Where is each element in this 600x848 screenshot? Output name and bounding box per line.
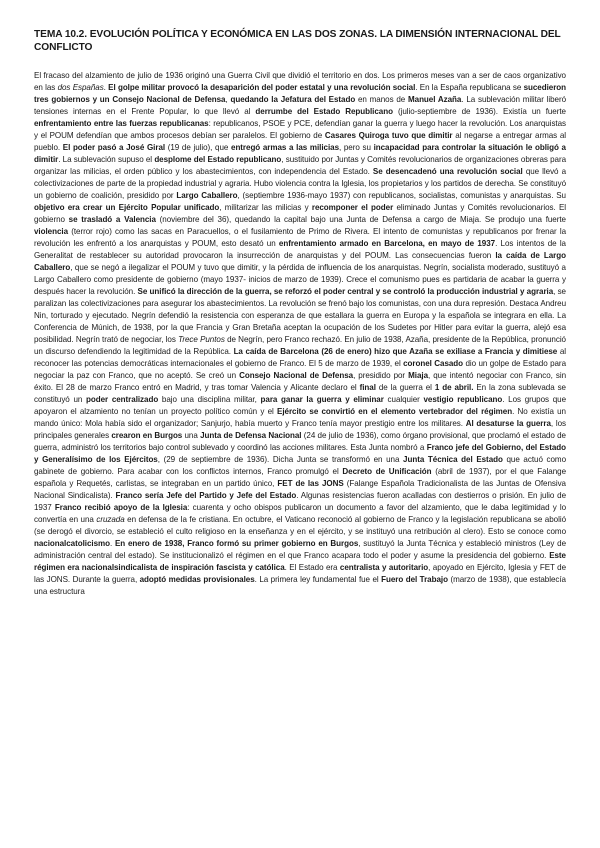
bold-text: para ganar la guerra y eliminar bbox=[260, 395, 384, 404]
bold-text: Casares Quiroga tuvo que dimitir bbox=[324, 131, 453, 140]
bold-text: desplome del Estado republicano bbox=[154, 155, 282, 164]
body-paragraph bbox=[34, 70, 566, 598]
body-text: , los principales generales bbox=[34, 419, 566, 440]
body-text: , pero su bbox=[339, 143, 374, 152]
body-text: . Algunas resistencias fueron acalladas con destierros o prisión. En julio de 1937 bbox=[34, 491, 566, 512]
body-text: : republicanos, PSOE y PCE, defendían ganar la guerra y luego hacer la revolución. Los anarquistas y el POUM defendían que ambos procesos debían ser paralelos. El gobierno de bbox=[34, 119, 566, 140]
body-text: . La sublevación militar liberó tensiones internas en el Frente Popular, lo que llevó al bbox=[34, 95, 566, 116]
bold-text: recomponer el poder bbox=[311, 203, 394, 212]
bold-text: coronel Casado bbox=[403, 359, 464, 368]
body-text: . En la España republicana se bbox=[415, 83, 524, 92]
bold-text: centralista y autoritario bbox=[339, 563, 429, 572]
body-text: (terror rojo) como las sacas en Paracuellos, o el fusilamiento de Primo de Rivera. El intento de comunistas y republicanos por frenar la revolución les enfrentó a los anarquistas y POUM, esto desató un bbox=[34, 227, 566, 248]
bold-text: enfrentamiento entre las fuerzas republicanas bbox=[34, 119, 209, 128]
body-text: de la guerra el bbox=[375, 383, 435, 392]
bold-text: la caída de Largo Caballero bbox=[34, 251, 566, 272]
italic-text: dos Españas bbox=[57, 83, 104, 92]
bold-text: entregó armas a las milicias bbox=[231, 143, 339, 152]
body-text: . El Estado era bbox=[284, 563, 340, 572]
bold-text: derrumbe del Estado Republicano bbox=[255, 107, 393, 116]
bold-text: poder centralizado bbox=[86, 395, 159, 404]
body-text: cualquier bbox=[383, 395, 424, 404]
bold-text: Largo Caballero bbox=[176, 191, 238, 200]
body-text: , (septiembre 1936-mayo 1937) con republicanos, socialistas, comunistas y anarquistas. Su bbox=[237, 191, 566, 200]
bold-text: crearon en Burgos bbox=[111, 431, 183, 440]
bold-text: sucedieron tres gobiernos y un Consejo Nacional de Defensa bbox=[34, 83, 567, 104]
body-text: una bbox=[182, 431, 201, 440]
bold-text: nacionalcatolicismo bbox=[34, 539, 110, 548]
body-text: en manos de bbox=[355, 95, 408, 104]
bold-text: El golpe militar provocó la desaparición del poder estatal y una revolución social bbox=[108, 83, 416, 92]
body-text: , sustituyó la Junta Técnica y estableció ministros (Ley de administración central del estado). Se institucionalizó el régimen en el que Franco acapara todo el poder y asume la presidencia del gobierno. bbox=[34, 539, 567, 560]
italic-text: cruzada bbox=[96, 515, 125, 524]
body-text: eliminado Juntas y Comités revolucionarios. El gobierno bbox=[34, 203, 567, 224]
body-text: El fracaso del alzamiento de julio de 1936 originó una Guerra Civil que dividió el territorio en dos. Los primeros meses van a ser de caos organizativo en las bbox=[34, 71, 566, 92]
bold-text: se trasladó a Valencia bbox=[68, 215, 156, 224]
body-text: , bbox=[225, 95, 231, 104]
bold-text: Decreto de Unificación bbox=[342, 467, 432, 476]
bold-text: 1 de abril. bbox=[434, 383, 474, 392]
body-text: (24 de julio de 1936), como órgano provisional, que proclamó el estado de guerra, administró los territorios bajo control sublevado y coordinó las acciones militares. Esta Junta nombró a bbox=[34, 431, 566, 452]
bold-text: enfrentamiento armado en Barcelona, en mayo de 1937 bbox=[278, 239, 496, 248]
body-text: En la zona sublevada se constituyó un bbox=[34, 383, 566, 404]
body-text: . La sublevación supuso el bbox=[58, 155, 155, 164]
body-text: , que intentó negociar con Franco, sin éxito. El 28 de marzo Franco entró en Madrid, y tras tomar Valencia y Alicante declaro el bbox=[34, 371, 567, 392]
body-text: , apoyado en Ejército, Iglesia y FET de las JONS. Durante la guerra, bbox=[34, 563, 567, 584]
body-text: , sustituido por Juntas y Comités revolucionarios de organizaciones obreras para organizar las milicias, el orden público y los abastecimientos, con independencia del Estado. bbox=[34, 155, 566, 176]
body-text: (julio-septiembre de 1936). Existía un fuerte bbox=[392, 107, 566, 116]
bold-text: adoptó medidas provisionales bbox=[139, 575, 255, 584]
body-text: . bbox=[103, 83, 109, 92]
bold-text: Este régimen era nacionalsindicalista de inspiración fascista y católica bbox=[34, 551, 566, 572]
bold-text: Se unificó la dirección de la guerra, se reforzó el poder central y se controló la producción industrial y agraria bbox=[137, 287, 554, 296]
bold-text: Manuel Azaña bbox=[407, 95, 462, 104]
body-text: que llevó a colectivizaciones de parte de la propiedad industrial y agraria. Hubo violencia contra la Iglesia, los propietarios y los partidos de derecha. Se constituyó un gobierno de coalición, presidido por bbox=[34, 167, 566, 200]
bold-text: El poder pasó a José Giral bbox=[62, 143, 166, 152]
bold-text: Se desencadenó una revolución social bbox=[372, 167, 523, 176]
bold-text: FET de las JONS bbox=[277, 479, 344, 488]
bold-text: Fuero del Trabajo bbox=[381, 575, 448, 584]
body-text: , presidido por bbox=[353, 371, 409, 380]
body-text: bajo una disciplina militar, bbox=[158, 395, 261, 404]
bold-text: incapacidad para controlar la situación le obligó a dimitir bbox=[34, 143, 566, 164]
bold-text: Franco recibió apoyo de la Iglesia bbox=[54, 503, 188, 512]
body-text: (Falange Española Tradicionalista de las Juntas de Ofensiva Nacional Sindicalista). bbox=[34, 479, 566, 500]
bold-text: Miaja bbox=[408, 371, 429, 380]
body-text: de Negrín, pero Franco rechazó. En julio de 1938, Azaña, presidente de la República, pronunció un discurso defendiendo la legitimidad de la República. bbox=[34, 335, 566, 356]
body-text: (19 de julio), que bbox=[165, 143, 232, 152]
bold-text: vestigio republicano bbox=[423, 395, 503, 404]
bold-text: objetivo era crear un Ejército Popular unificado bbox=[34, 203, 220, 212]
bold-text: Franco jefe del Gobierno, del Estado y Generalísimo de los Ejércitos bbox=[34, 443, 566, 464]
body-text: . Los intentos de la Generalitat de restablecer su autoridad provocaron la insurrección de anarquistas y del POUM. Las consecuencias fueron bbox=[34, 239, 566, 260]
body-text: . Los grupos que apoyaron el alzamiento no tenían un proyecto político común y el bbox=[34, 395, 566, 416]
body-text: , (29 de septiembre de 1936). Dicha Junta se transformó en una bbox=[157, 455, 404, 464]
bold-text: violencia bbox=[34, 227, 68, 236]
body-text: dio un golpe de Estado para negociar la paz con Franco, que no aceptó. Se creó un bbox=[34, 359, 566, 380]
bold-text: final bbox=[359, 383, 376, 392]
bold-text: quedando la Jefatura del Estado bbox=[230, 95, 356, 104]
body-text: , que se negó a ilegalizar el POUM y tuvo que dimitir, y la pérdida de influencia de los anarquistas. Negrín, socialista moderado, sustituyó a Largo Caballero como presidente de gobierno (mayo 1937- inicios de marzo de 1939). Crece el comunismo pues es partidaria de acabar la guerra y después hacer la revolución. bbox=[34, 263, 566, 296]
body-text: al reconocer las potencias democráticas internacionales el gobierno de Franco. El 5 de marzo de 1939, el bbox=[34, 347, 566, 368]
body-text: (noviembre del 36), quedando la capital bajo una Junta de Defensa a cargo de Miaja. Se produjo una fuerte bbox=[155, 215, 566, 224]
body-text: . bbox=[109, 539, 115, 548]
bold-text: Ejército se convirtió en el elemento vertebrador del régimen bbox=[277, 407, 513, 416]
bold-text: Junta Técnica del Estado bbox=[403, 455, 503, 464]
body-text: , se paralizan las colectivizaciones para asegurar los abastecimientos. La revolución se frenó bajo los comunistas, con una dura represión. Destaca Andreu Nin, torturado y ejecutado. Negrín defendió la resistencia con esperanza de que estallara la guerra en Europa y la española se integrara en ella. La Conferencia de Múnich, de 1938, por la que Francia y Gran Bretaña aceptan la ocupación de los Sudetes por Hitler para evitar la guerra, alejó esa posibilidad. Negrín trató de negociar, los bbox=[34, 287, 566, 344]
bold-text: La caída de Barcelona (26 de enero) hizo que Azaña se exiliase a Francia y dimitiese bbox=[233, 347, 558, 356]
body-text: (abril de 1937), por el que Falange española y Requetés, carlistas, se integraban en un partido único, bbox=[34, 467, 567, 488]
body-text: al negarse a entregar armas al pueblo. bbox=[34, 131, 567, 152]
body-text: . La primera ley fundamental fue el bbox=[254, 575, 382, 584]
document-title: TEMA 10.2. EVOLUCIÓN POLÍTICA Y ECONÓMICA EN LAS DOS ZONAS. LA DIMENSIÓN INTERNACIONAL DEL CONFLICTO bbox=[34, 29, 561, 53]
bold-text: Junta de Defensa Nacional bbox=[200, 431, 302, 440]
bold-text: Consejo Nacional de Defensa bbox=[239, 371, 354, 380]
body-text: , militarizar las milicias y bbox=[219, 203, 312, 212]
italic-text: Trece Puntos bbox=[178, 335, 225, 344]
body-text: que actuó como gabinete de gobierno. Para acabar con los conflictos internos, Franco promulgó el bbox=[34, 455, 566, 476]
body-text: . No existía un mando único: Mola había sido el organizador; Sanjurjo, había muerto y Franco tenía mayor prestigio entre los militares. bbox=[34, 407, 566, 428]
body-text: en defensa de la fe cristiana. En octubre, el Vaticano reconoció al gobierno de Franco y la legislación republicana se abolió (se derogó el divorcio, se estableció el culto religioso en la enseñanza y en el ejército, y se instituyó una retribución al clero). Esto se conoce como bbox=[34, 515, 566, 536]
body-text: (marzo de 1938), que establecía una estructura bbox=[34, 575, 566, 596]
body-text: : cuarenta y ocho obispos publicaron un documento a favor del alzamiento, que le daba legitimidad y lo convertía en una bbox=[34, 503, 566, 524]
bold-text: En enero de 1938, Franco formó su primer gobierno en Burgos bbox=[114, 539, 359, 548]
bold-text: Franco sería Jefe del Partido y Jefe del Estado bbox=[115, 491, 297, 500]
bold-text: Al desaturse la guerra bbox=[465, 419, 551, 428]
